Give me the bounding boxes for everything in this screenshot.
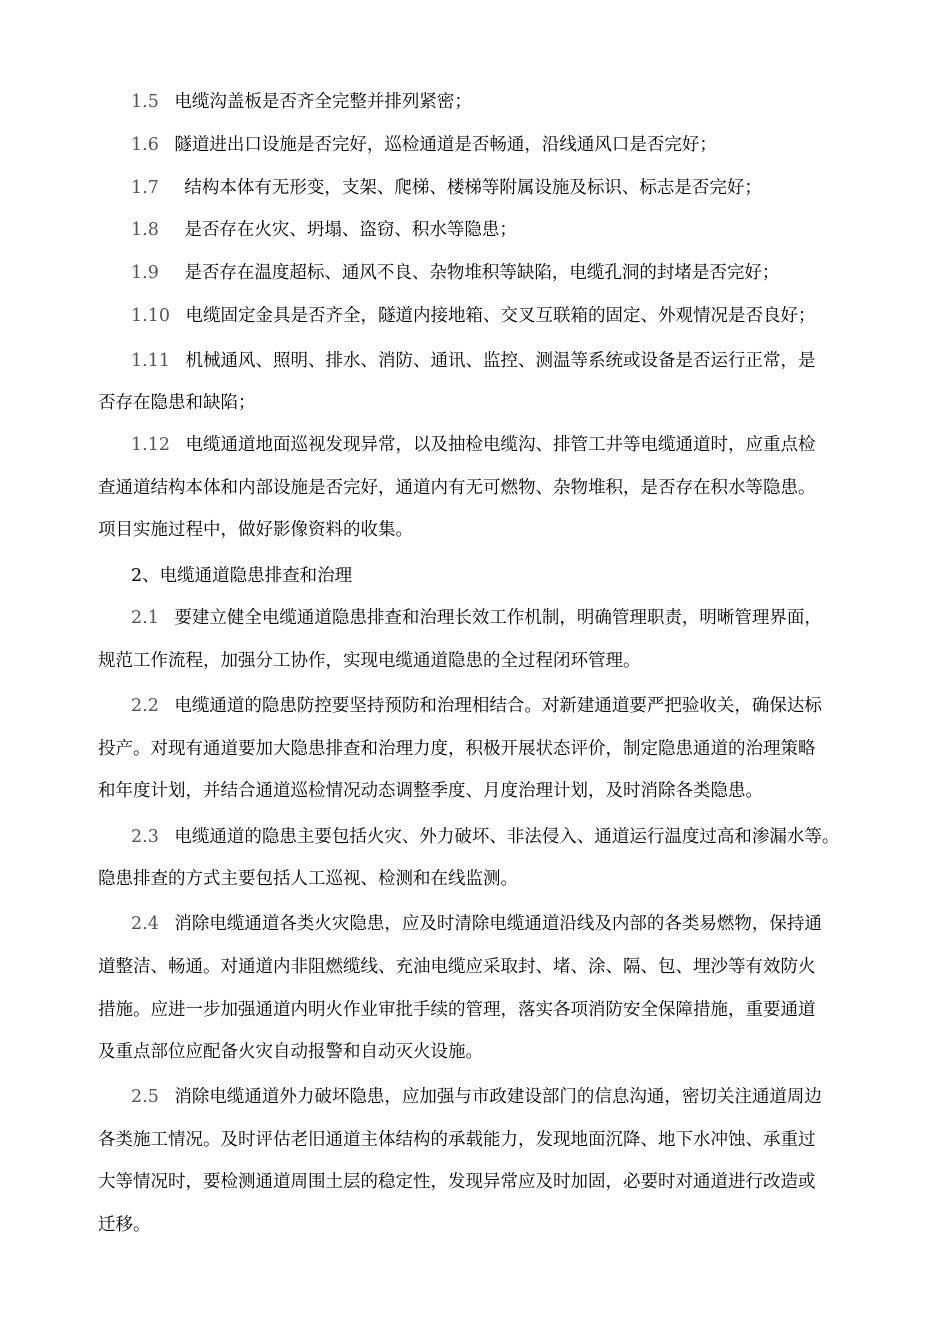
item-1-9 (131, 261, 779, 285)
item-1-7 (131, 176, 762, 200)
item-text: 措施。应进一步加强通道内明火作业审批手续的管理，落实各项消防安全保障措施，重要通道 (98, 1000, 816, 1020)
item-2-4-cont (98, 955, 816, 979)
item-text: 消除电缆通道各类火灾隐患，应及时清除电缆通道沿线及内部的各类易燃物，保持通 (174, 914, 822, 934)
item-2-2 (131, 694, 822, 718)
item-text: 结构本体有无形变，支架、爬梯、楼梯等附属设施及标识、标志是否完好； (184, 178, 762, 198)
item-1-8 (131, 218, 517, 242)
item-text: 隧道进出口设施是否完好，巡检通道是否畅通，沿线通风口是否完好； (174, 135, 717, 155)
item-text: 迁移。 (98, 1215, 151, 1235)
item-1-11 (131, 349, 816, 373)
item-number: 2.3 (131, 827, 159, 847)
item-2-3 (131, 825, 839, 849)
item-text: 电缆通道的隐患防控要坚持预防和治理相结合。对新建通道要严把验收关，确保达标 (174, 696, 822, 716)
item-1-6 (131, 133, 717, 157)
item-number: 1.9 (131, 263, 159, 283)
item-text: 项目实施过程中，做好影像资料的收集。 (98, 520, 413, 540)
item-2-3-cont (98, 867, 518, 891)
item-2-4-cont (98, 998, 816, 1022)
item-number: 1.11 (131, 351, 170, 371)
item-2-1 (131, 606, 822, 630)
item-2-2-cont (98, 737, 816, 761)
section-number: 2、 (131, 566, 160, 586)
item-text: 电缆通道的隐患主要包括火灾、外力破坏、非法侵入、通道运行温度过高和渗漏水等。 (174, 827, 840, 847)
item-number: 1.6 (131, 135, 159, 155)
item-number: 2.2 (131, 696, 159, 716)
item-text: 消除电缆通道外力破坏隐患，应加强与市政建设部门的信息沟通，密切关注通道周边 (174, 1087, 822, 1107)
item-2-5-cont (98, 1213, 151, 1237)
item-text: 是否存在温度超标、通风不良、杂物堆积等缺陷，电缆孔洞的封堵是否完好； (184, 263, 780, 283)
item-text: 电缆固定金具是否齐全，隧道内接地箱、交叉互联箱的固定、外观情况是否良好； (185, 306, 816, 326)
item-1-12-cont (98, 476, 816, 500)
item-number: 1.10 (131, 306, 170, 326)
item-text: 否存在隐患和缺陷； (98, 393, 256, 413)
item-1-11-cont (98, 391, 256, 415)
item-text: 道整洁、畅通。对通道内非阻燃缆线、充油电缆应采取封、堵、涂、隔、包、埋沙等有效防火 (98, 957, 816, 977)
item-text: 查通道结构本体和内部设施是否完好，通道内有无可燃物、杂物堆积，是否存在积水等隐患。 (98, 478, 816, 498)
item-1-12-cont (98, 518, 413, 542)
item-number: 1.12 (131, 435, 170, 455)
item-number: 1.7 (131, 178, 159, 198)
item-text: 机械通风、照明、排水、消防、通讯、监控、测温等系统或设备是否运行正常，是 (185, 351, 816, 371)
item-text: 是否存在火灾、坍塌、盗窃、积水等隐患； (184, 220, 517, 240)
item-2-1-cont (98, 649, 641, 673)
item-2-5-cont (98, 1170, 816, 1194)
item-1-12 (131, 433, 816, 457)
item-number: 2.1 (131, 608, 159, 628)
item-text: 及重点部位应配备火灾自动报警和自动灭火设施。 (98, 1042, 483, 1062)
item-text: 电缆沟盖板是否齐全完整并排列紧密； (174, 92, 472, 112)
item-text: 各类施工情况。及时评估老旧通道主体结构的承载能力，发现地面沉降、地下水冲蚀、承重过 (98, 1130, 816, 1150)
item-text: 投产。对现有通道要加大隐患排查和治理力度，积极开展状态评价，制定隐患通道的治理策略 (98, 739, 816, 759)
item-number: 1.5 (131, 92, 159, 112)
item-1-10 (131, 304, 816, 328)
item-text: 规范工作流程，加强分工协作，实现电缆通道隐患的全过程闭环管理。 (98, 651, 641, 671)
item-2-4-cont (98, 1040, 483, 1064)
item-2-2-cont (98, 779, 763, 803)
item-text: 隐患排查的方式主要包括人工巡视、检测和在线监测。 (98, 869, 518, 889)
item-text: 电缆通道地面巡视发现异常，以及抽检电缆沟、排管工井等电缆通道时，应重点检 (185, 435, 816, 455)
item-1-5 (131, 90, 472, 114)
item-2-4 (131, 912, 822, 936)
item-2-5-cont (98, 1128, 816, 1152)
item-number: 1.8 (131, 220, 159, 240)
item-2-5 (131, 1085, 822, 1109)
section-heading-2 (131, 564, 352, 588)
item-number: 2.4 (131, 914, 159, 934)
section-title: 电缆通道隐患排查和治理 (159, 566, 353, 586)
item-number: 2.5 (131, 1087, 159, 1107)
item-text: 大等情况时，要检测通道周围土层的稳定性，发现异常应及时加固，必要时对通道进行改造或 (98, 1172, 816, 1192)
item-text: 要建立健全电缆通道隐患排查和治理长效工作机制，明确管理职责，明晰管理界面， (174, 608, 822, 628)
item-text: 和年度计划，并结合通道巡检情况动态调整季度、月度治理计划，及时消除各类隐患。 (98, 781, 763, 801)
